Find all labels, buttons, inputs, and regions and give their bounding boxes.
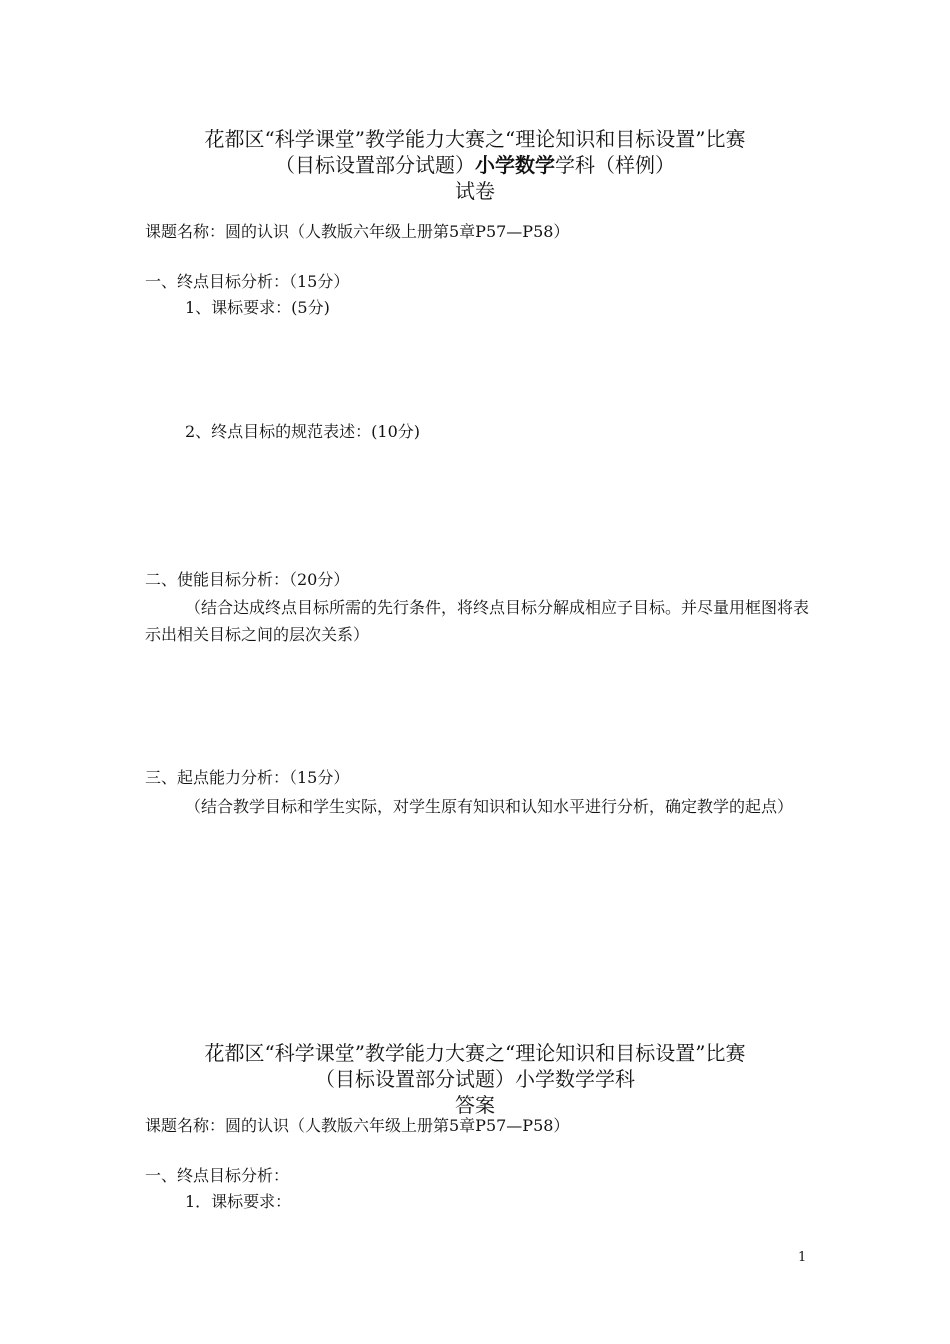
answer-topic: 课题名称：圆的认识（人教版六年级上册第5章P57—P58） xyxy=(145,1116,570,1135)
answer-title-line2: （目标设置部分试题）小学数学学科 xyxy=(315,1067,635,1091)
exam-section2-heading: 二、使能目标分析：（20分） xyxy=(145,570,350,589)
exam-title-line2-part2: 学科（样例） xyxy=(555,153,675,177)
answer-section1-item1: 1．课标要求： xyxy=(185,1192,292,1211)
answer-section1-heading: 一、终点目标分析： xyxy=(145,1166,290,1185)
exam-section3-note: （结合教学目标和学生实际，对学生原有知识和认知水平进行分析，确定教学的起点） xyxy=(185,797,794,816)
exam-title-line3: 试卷 xyxy=(455,179,495,203)
exam-title-line1: 花都区“科学课堂”教学能力大赛之“理论知识和目标设置”比赛 xyxy=(204,127,746,151)
exam-title-line2-part1: （目标设置部分试题） xyxy=(275,153,475,177)
exam-section2-note: （结合达成终点目标所需的先行条件，将终点目标分解成相应子目标。并尽量用框图将表示出相关目标之间的层次关系） xyxy=(145,598,810,644)
exam-section1-item2: 2、终点目标的规范表述：(10分) xyxy=(185,422,421,441)
answer-title-line3: 答案 xyxy=(455,1093,495,1117)
exam-section3-heading: 三、起点能力分析：（15分） xyxy=(145,768,350,787)
answer-title-line1: 花都区“科学课堂”教学能力大赛之“理论知识和目标设置”比赛 xyxy=(204,1041,746,1065)
exam-section1-heading: 一、终点目标分析：（15分） xyxy=(145,272,350,291)
exam-topic: 课题名称：圆的认识（人教版六年级上册第5章P57—P58） xyxy=(145,222,570,241)
exam-subject-bold: 小学数学 xyxy=(475,153,555,177)
exam-section1-item1: 1、课标要求：(5分) xyxy=(185,298,330,317)
page-number: 1 xyxy=(798,1250,807,1265)
exam-title-line2 xyxy=(120,152,830,178)
answer-title xyxy=(120,1040,830,1118)
exam-title xyxy=(120,126,830,204)
